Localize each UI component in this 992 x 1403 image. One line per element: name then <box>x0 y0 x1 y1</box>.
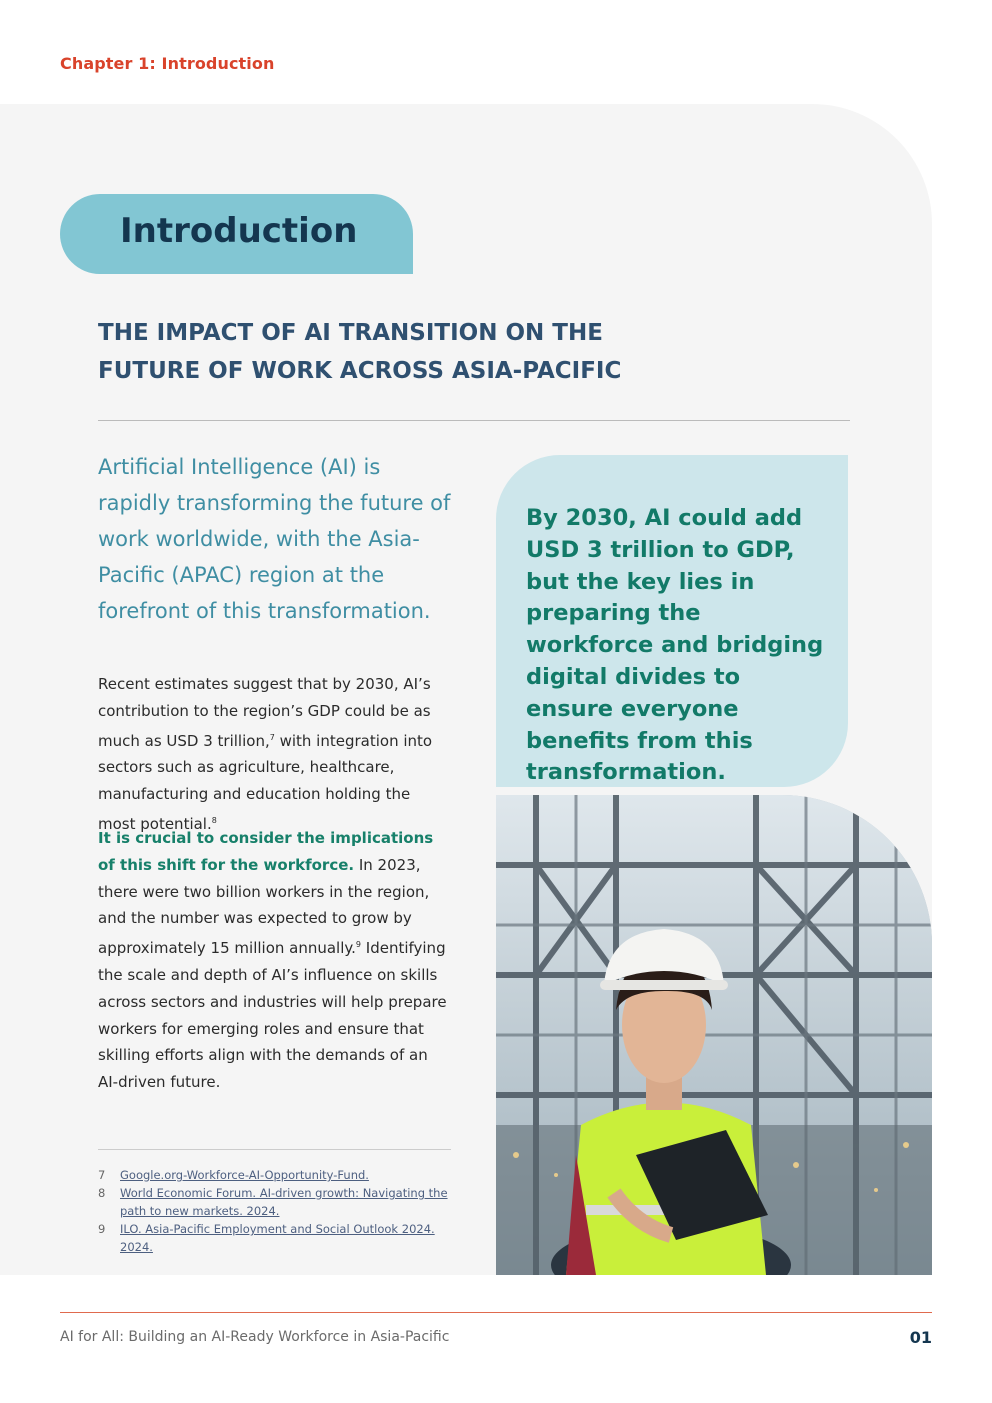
footnote-number: 9 <box>98 1222 106 1236</box>
footnote-ref-7[interactable]: 7 <box>269 732 275 742</box>
footnote-divider <box>98 1149 451 1150</box>
section-title-tab <box>60 194 413 274</box>
para1-text-b: with integration into sectors such as agriculture, healthcare, manufacturing and education holding the most potential. <box>98 731 433 833</box>
para2-text-a: In 2023, there were two billion workers in the region, and the number was expected to grow by approximately 15 million annually. <box>98 855 430 958</box>
worker-photo <box>496 795 932 1275</box>
lead-paragraph: Artificial Intelligence (AI) is rapidly transforming the future of work worldwide, with the Asia-Pacific (APAC) region at the forefront of this transformation. <box>98 455 451 623</box>
divider <box>98 420 850 421</box>
subtitle <box>98 314 658 390</box>
footer-rule <box>60 1312 932 1313</box>
subtitle-line-2: FUTURE OF WORK ACROSS ASIA-PACIFIC <box>98 358 622 384</box>
callout-text: By 2030, AI could add USD 3 trillion to GDP, but the key lies in preparing the workforce and bridging digital divides to ensure everyone benefits from this transformation. <box>526 505 824 786</box>
footnote-ref-8[interactable]: 8 <box>211 815 217 825</box>
footnote-number: 7 <box>98 1168 106 1182</box>
callout-box <box>496 455 848 787</box>
section-title: Introduction <box>120 211 358 251</box>
footnote-item <box>98 1166 452 1184</box>
chapter-label: Chapter 1: Introduction <box>60 54 275 73</box>
para2-bold: It is crucial to consider the implications of this shift for the workforce. <box>98 829 434 874</box>
footnote-item <box>98 1184 452 1220</box>
footnotes <box>98 1166 452 1256</box>
body-paragraph-2 <box>98 825 452 1096</box>
footnote-number: 8 <box>98 1186 106 1200</box>
footnote-item <box>98 1220 452 1256</box>
footnote-ref-9[interactable]: 9 <box>355 940 361 950</box>
footnote-link[interactable]: World Economic Forum. AI-driven growth: Navigating the path to new markets. 2024. <box>120 1186 448 1218</box>
footer-title: AI for All: Building an AI-Ready Workforce in Asia-Pacific <box>60 1329 450 1345</box>
page-number: 01 <box>909 1328 932 1347</box>
subtitle-line-1: THE IMPACT OF AI TRANSITION ON THE <box>98 320 603 346</box>
footnote-link[interactable]: Google.org-Workforce-AI-Opportunity-Fund. <box>120 1168 369 1182</box>
body-paragraph-1 <box>98 671 452 838</box>
footnote-link[interactable]: ILO. Asia-Pacific Employment and Social Outlook 2024. 2024. <box>120 1222 435 1254</box>
para2-text-b: Identifying the scale and depth of AI’s influence on skills across sectors and industries will help prepare workers for emerging roles and ensure that skilling efforts align with the demands of an AI-driven future. <box>98 939 447 1092</box>
para1-text-a: Recent estimates suggest that by 2030, AI’s contribution to the region’s GDP could be as much as USD 3 trillion, <box>98 675 431 750</box>
